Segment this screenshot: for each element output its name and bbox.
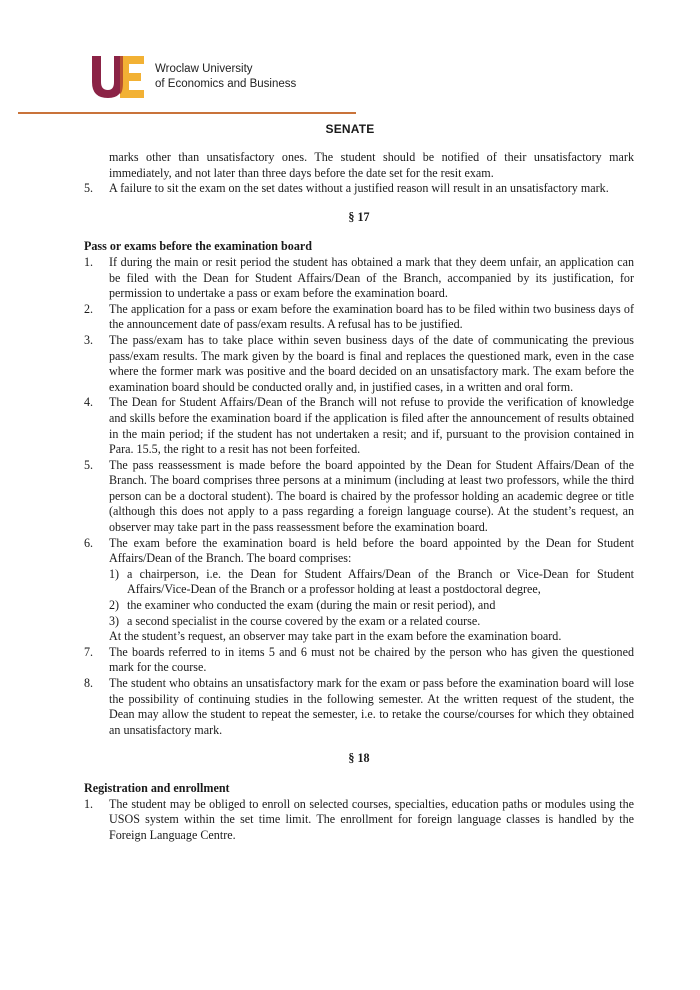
item-number: 8. xyxy=(84,676,94,690)
continued-paragraph: marks other than unsatisfactory ones. The student should be notified of their unsatisfactory mark immediately, and not later than three days before the date set for the resit exam. xyxy=(109,150,634,180)
list-item xyxy=(84,797,634,844)
university-name-line1: Wroclaw University xyxy=(155,63,253,75)
university-logo-icon xyxy=(90,54,146,100)
item-text: The boards referred to in items 5 and 6 must not be chaired by the person who has given the questioned mark for the course. xyxy=(109,644,634,675)
list-item xyxy=(84,458,634,536)
list-item xyxy=(84,395,634,457)
item-text: If during the main or resit period the student has obtained a mark that they deem unfair, an application can be filed with the Dean for Student Affairs/Dean of the Branch, accompanied by its justification, for permission to undertake a pass or exam before the examination board. xyxy=(109,254,634,301)
section-heading: Pass or exams before the examination board xyxy=(84,239,312,254)
item-number: 5. xyxy=(84,181,94,196)
list-item xyxy=(84,302,634,333)
university-name xyxy=(155,62,296,92)
item-number: 1. xyxy=(84,796,94,811)
item-text: The exam before the examination board is held before the board appointed by the Dean for Student Affairs/Dean of the Branch. The board comprises: xyxy=(109,535,634,566)
sub-list-item xyxy=(84,614,634,630)
item-number: 5. xyxy=(84,457,94,472)
list-item xyxy=(84,645,634,676)
sub-item-number: 3) xyxy=(109,613,120,628)
section-title: § 18 xyxy=(348,751,370,766)
item-text: The Dean for Student Affairs/Dean of the Branch will not refuse to provide the verification of knowledge and skills before the examination board if the application is filed after the announcement of results obtained in the main period; if the student has not undertaken a resit; and if, pursuant to the provision contained in Para. 15.5, the right to a resit has not been forfeited. xyxy=(109,395,634,457)
list-item xyxy=(84,536,634,567)
sub-list-item xyxy=(84,598,634,614)
list-item xyxy=(84,676,634,738)
item-continuation: At the student’s request, an observer may take part in the exam before the examination board. xyxy=(109,629,562,644)
item-number: 7. xyxy=(84,644,94,659)
sub-item-text: a second specialist in the course covered by the exam or a related course. xyxy=(127,613,481,628)
page-header xyxy=(0,0,700,140)
list-item xyxy=(84,181,634,197)
sub-item-text: the examiner who conducted the exam (during the main or resit period), and xyxy=(127,598,496,613)
university-name-line2: of Economics and Business xyxy=(155,78,297,90)
document-body xyxy=(84,150,634,843)
item-number: 2. xyxy=(84,301,94,316)
item-text: The pass/exam has to take place within seven business days of the date of communicating the previous pass/exam results. The mark given by the board is final and replaces the questioned mark, even in the case where the former mark was positive and the board decided on an unsatisfactory mark. The exam before the examination board should be conducted orally and, in justified cases, in a written and oral form. xyxy=(109,332,634,394)
item-text: A failure to sit the exam on the set dates without a justified reason will result in an unsatisfactory mark. xyxy=(109,181,609,196)
sub-list-item xyxy=(84,567,634,598)
sub-item-number: 1) xyxy=(109,566,120,581)
header-divider xyxy=(18,112,356,114)
item-number: 6. xyxy=(84,535,94,550)
item-number: 4. xyxy=(84,395,94,410)
item-text: The pass reassessment is made before the board appointed by the Dean for Student Affairs/Dean of the Branch. The board comprises three persons at a minimum (including at least two professors, while the third person can be a doctoral student). The board is chaired by the professor holding an academic degree or title (although this does not apply to a pass regarding a foreign language course). At the student’s request, an observer may take part in the pass reassessment before the examination board. xyxy=(109,457,634,535)
document-title: SENATE xyxy=(325,122,375,136)
item-text: The application for a pass or exam before the examination board has to be filed within two business days of the announcement date of pass/exam results. A refusal has to be justified. xyxy=(109,301,634,332)
sub-item-text: a chairperson, i.e. the Dean for Student Affairs/Dean of the Branch or Vice-Dean for Student Affairs/Vice-Dean of the Branch or a professor holding at least a postdoctoral degree, xyxy=(127,566,634,597)
sub-item-number: 2) xyxy=(109,598,120,613)
list-item xyxy=(84,333,634,395)
item-text: The student may be obliged to enroll on selected courses, specialties, education paths or modules using the USOS system within the set time limit. The enrollment for foreign language classes is handled by the Foreign Language Centre. xyxy=(109,796,634,842)
section-heading: Registration and enrollment xyxy=(84,780,230,795)
section-title: § 17 xyxy=(348,209,370,224)
item-text: The student who obtains an unsatisfactory mark for the exam or pass before the examination board will lose the possibility of continuing studies in the following semester. At the written request of the student, the Dean may allow the student to repeat the semester, i.e. to retake the course/courses for which they obtained an unsatisfactory mark. xyxy=(109,676,634,737)
item-number: 3. xyxy=(84,332,94,347)
item-number: 1. xyxy=(84,254,94,269)
list-item xyxy=(84,255,634,302)
